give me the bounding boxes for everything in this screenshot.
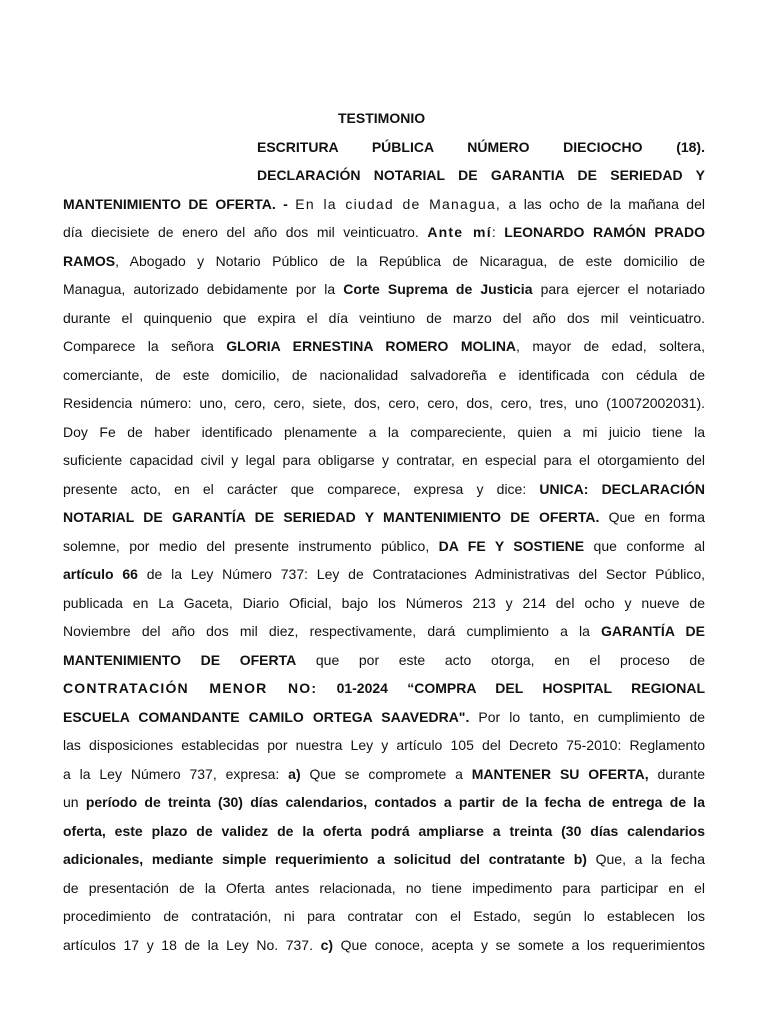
text-segment: que por este acto otorga, en el proceso de [296, 651, 705, 668]
text-segment: Noviembre del año dos mil diez, respectivamente, dará cumplimiento a la [63, 623, 602, 639]
text-segment: 01-2024 “COMPRA DEL HOSPITAL REGIONAL [317, 680, 705, 696]
document-page [63, 104, 705, 959]
text-segment: Comparece la señora [63, 338, 227, 354]
text-segment: Corte Suprema de Justicia [343, 281, 533, 297]
text-segment: ESCRITURA PÚBLICA NÚMERO DIECIOCHO (18). [257, 138, 705, 155]
text-segment: Residencia número: uno, cero, cero, siete, dos, cero, cero, dos, cero, tres, uno (10072002031). [63, 395, 705, 411]
text-segment: presente acto, en el carácter que comparece, expresa y dice: [63, 480, 540, 497]
text-segment: de la Ley Número 737: Ley de Contrataciones Administrativas del Sector Público, [137, 566, 705, 582]
text-line [63, 674, 705, 703]
text-line [63, 418, 705, 447]
text-segment: artículo 66 [63, 566, 138, 582]
text-line [63, 475, 705, 504]
text-line [63, 190, 705, 219]
text-line [63, 703, 705, 732]
text-segment: LEONARDO RAMÓN PRADO [504, 224, 705, 240]
text-segment: que conforme al [584, 537, 705, 554]
text-segment: publicada en La Gaceta, Diario Oficial, bajo los Números 213 y 214 del ocho y nueve de [63, 594, 705, 611]
text-line [63, 760, 705, 789]
text-segment: CONTRATACIÓN MENOR NO: [63, 680, 318, 696]
text-line [63, 361, 705, 390]
text-segment: En la ciudad de Managua, [295, 195, 502, 212]
text-segment: a la Ley Número 737, expresa: [63, 765, 289, 782]
text-line [63, 874, 705, 903]
text-line [63, 931, 705, 960]
text-line [63, 817, 705, 846]
text-segment: a) [288, 765, 301, 782]
text-segment: NOTARIAL DE GARANTÍA DE SERIEDAD Y MANTENIMIENTO DE OFERTA. [63, 509, 600, 525]
text-line [63, 560, 705, 589]
text-segment: MANTENIMIENTO DE OFERTA. - [63, 195, 296, 212]
text-segment: Que, a la fecha [586, 851, 705, 867]
text-segment: un [63, 794, 86, 810]
text-segment: suficiente capacidad civil y legal para obligarse y contratar, en especial para el otorgamiento del [63, 452, 705, 468]
text-segment: MANTENER SU OFERTA, [471, 765, 649, 782]
text-line [63, 446, 705, 475]
text-line [63, 275, 705, 304]
text-segment: Managua, autorizado debidamente por la [63, 281, 344, 297]
text-segment: Ante mí [427, 224, 492, 240]
text-segment: UNICA: DECLARACIÓN [539, 480, 705, 497]
text-segment: ESCUELA COMANDANTE CAMILO ORTEGA SAAVEDRA". [63, 708, 470, 725]
text-segment: de presentación de la Oferta antes relacionada, no tiene impedimento para participar en el [63, 879, 705, 896]
text-segment: durante el quinquenio que expira el día veintiuno de marzo del año dos mil veinticuatro. [63, 309, 705, 326]
text-segment: Que conoce, acepta y se somete a los requerimientos [333, 936, 705, 953]
text-segment: RAMOS [63, 252, 116, 269]
text-segment: adicionales, mediante simple requerimiento a solicitud del contratante b) [63, 851, 587, 867]
text-segment: período de treinta (30) días calendarios, contados a partir de la fecha de entrega de la [85, 794, 705, 810]
text-segment: para ejercer el notariado [532, 281, 705, 297]
text-segment: DECLARACIÓN NOTARIAL DE GARANTIA DE SERIEDAD Y [257, 167, 705, 183]
text-segment: oferta, este plazo de validez de la oferta podrá ampliarse a treinta (30 días calendarios [63, 822, 705, 839]
text-line [63, 617, 705, 646]
text-segment: , Abogado y Notario Público de la República de Nicaragua, de este domicilio de [115, 252, 705, 269]
text-segment: , mayor de edad, soltera, [516, 338, 705, 354]
text-segment: Que en forma [599, 509, 705, 525]
text-line [63, 218, 705, 247]
text-line [63, 589, 705, 618]
text-line [63, 389, 705, 418]
text-line [63, 788, 705, 817]
text-segment: solemne, por medio del presente instrumento público, [63, 537, 439, 554]
text-segment: procedimiento de contratación, ni para contratar con el Estado, según lo establecen los [63, 908, 705, 924]
text-line [63, 731, 705, 760]
text-segment: c) [320, 936, 334, 953]
text-segment: GLORIA ERNESTINA ROMERO MOLINA [226, 338, 517, 354]
text-line [63, 332, 705, 361]
text-segment: artículos 17 y 18 de la Ley No. 737. [63, 936, 321, 953]
text-line [63, 161, 705, 190]
text-segment: MANTENIMIENTO DE OFERTA [63, 651, 297, 668]
text-segment: Doy Fe de haber identificado plenamente a la compareciente, quien a mi juicio tiene la [63, 423, 705, 440]
text-segment: las disposiciones establecidas por nuestra Ley y artículo 105 del Decreto 75-2010: Reglamento [63, 737, 705, 753]
text-line [63, 133, 705, 162]
text-segment: : [491, 224, 505, 240]
text-segment: TESTIMONIO [338, 110, 426, 126]
text-line [63, 503, 705, 532]
text-line [63, 532, 705, 561]
text-segment: Por lo tanto, en cumplimiento de [469, 708, 705, 725]
text-line [63, 646, 705, 675]
text-line [63, 304, 705, 333]
text-segment: GARANTÍA DE [601, 623, 705, 639]
text-line [63, 247, 705, 276]
document-title [63, 104, 705, 133]
text-line [63, 845, 705, 874]
text-line [63, 902, 705, 931]
text-segment: a las ocho de la mañana del [501, 195, 705, 212]
text-segment: DA FE Y SOSTIENE [438, 537, 585, 554]
text-segment: día diecisiete de enero del año dos mil veinticuatro. [63, 224, 428, 240]
text-segment: comerciante, de este domicilio, de nacionalidad salvadoreña e identificada con cédula de [63, 366, 705, 383]
text-segment: durante [648, 765, 705, 782]
text-segment: Que se compromete a [300, 765, 472, 782]
